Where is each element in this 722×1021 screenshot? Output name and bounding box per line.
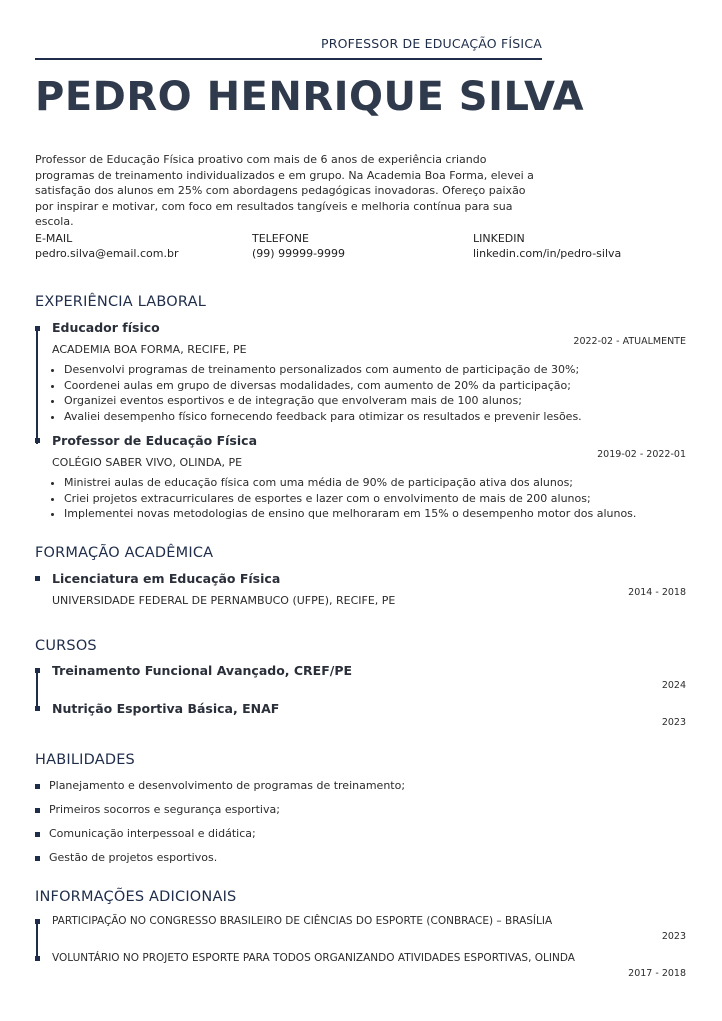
experience-section-title: EXPERIÊNCIA LABORAL [35,294,207,310]
timeline-marker [35,576,40,581]
additional-item-date: 2023 [661,931,686,942]
header-divider [35,58,542,60]
skill-item: Planejamento e desenvolvimento de programas de treinamento; [49,779,406,792]
skill-item: Gestão de projetos esportivos. [49,851,218,864]
course-year: 2023 [661,717,686,728]
job-dates: 2019-02 - 2022-01 [597,449,686,460]
degree-title: Licenciatura em Educação Física [52,571,281,586]
timeline-marker [35,706,40,711]
job-company: ACADEMIA BOA FORMA, RECIFE, PE [52,343,247,356]
skill-bullet-icon [35,784,40,789]
job-title: PROFESSOR DE EDUCAÇÃO FÍSICA [321,36,542,51]
additional-item: VOLUNTÁRIO NO PROJETO ESPORTE PARA TODOS ORGANIZANDO ATIVIDADES ESPORTIVAS, OLINDA [52,952,575,964]
phone-value[interactable]: (99) 99999-9999 [252,247,346,260]
additional-section-title: INFORMAÇÕES ADICIONAIS [35,889,237,905]
job-dates: 2022-02 - ATUALMENTE [573,336,686,347]
linkedin-value[interactable]: linkedin.com/in/pedro-silva [473,247,622,260]
education-section-title: FORMAÇÃO ACADÊMICA [35,545,214,561]
linkedin-label: LINKEDIN [473,232,525,245]
phone-label: TELEFONE [252,232,309,245]
email-value[interactable]: pedro.silva@email.com.br [35,247,179,260]
list-item: • Ministrei aulas de educação física com uma média de 90% de participação ativa dos alunos; [64,475,636,491]
skill-bullet-icon [35,832,40,837]
course-name: Treinamento Funcional Avançado, CREF/PE [52,663,353,678]
list-item: • Coordenei aulas em grupo de diversas modalidades, com aumento de 20% da participação; [64,378,582,394]
email-label: E-MAIL [35,232,73,245]
list-item: • Implementei novas metodologias de ensino que melhoraram em 15% o desempenho motor dos alunos. [64,506,636,522]
timeline-line [36,668,38,710]
list-item: • Organizei eventos esportivos e de integração que envolveram mais de 100 alunos; [64,393,582,409]
school-name: UNIVERSIDADE FEDERAL DE PERNAMBUCO (UFPE), RECIFE, PE [52,594,396,607]
job-role: Professor de Educação Física [52,433,257,448]
job-company: COLÉGIO SABER VIVO, OLINDA, PE [52,456,243,469]
skill-item: Comunicação interpessoal e didática; [49,827,256,840]
skill-item: Primeiros socorros e segurança esportiva; [49,803,280,816]
courses-section-title: CURSOS [35,638,97,654]
job-bullets [52,475,636,522]
job-role: Educador físico [52,320,160,335]
course-year: 2024 [661,680,686,691]
list-item: • Desenvolvi programas de treinamento personalizados com aumento de participação de 30%; [64,362,582,378]
timeline-line [36,919,38,961]
course-name: Nutrição Esportiva Básica, ENAF [52,701,280,716]
education-dates: 2014 - 2018 [628,587,686,598]
job-bullets [52,362,582,424]
timeline-marker [35,956,40,961]
skills-section-title: HABILIDADES [35,752,135,768]
list-item: • Criei projetos extracurriculares de esportes e lazer com o envolvimento de mais de 200 alunos; [64,491,636,507]
list-item: • Avaliei desempenho físico fornecendo feedback para otimizar os resultados e prevenir lesões. [64,409,582,425]
timeline-line [36,326,38,444]
additional-item: PARTICIPAÇÃO NO CONGRESSO BRASILEIRO DE CIÊNCIAS DO ESPORTE (CONBRACE) – BRASÍLIA [52,915,553,927]
skill-bullet-icon [35,856,40,861]
timeline-marker [35,438,40,443]
professional-summary: Professor de Educação Física proativo com mais de 6 anos de experiência criando programas de treinamento individualizados e em grupo. Na Academia Boa Forma, elevei a satisfação dos alunos em 25% com abordagens pedagógicas inovadoras. Ofereço paixão por inspirar e motivar, com foco em resultados tangíveis e melhoria contínua para sua escola. [35,153,534,228]
candidate-name: PEDRO HENRIQUE SILVA [35,74,585,120]
additional-item-date: 2017 - 2018 [628,968,686,979]
skill-bullet-icon [35,808,40,813]
